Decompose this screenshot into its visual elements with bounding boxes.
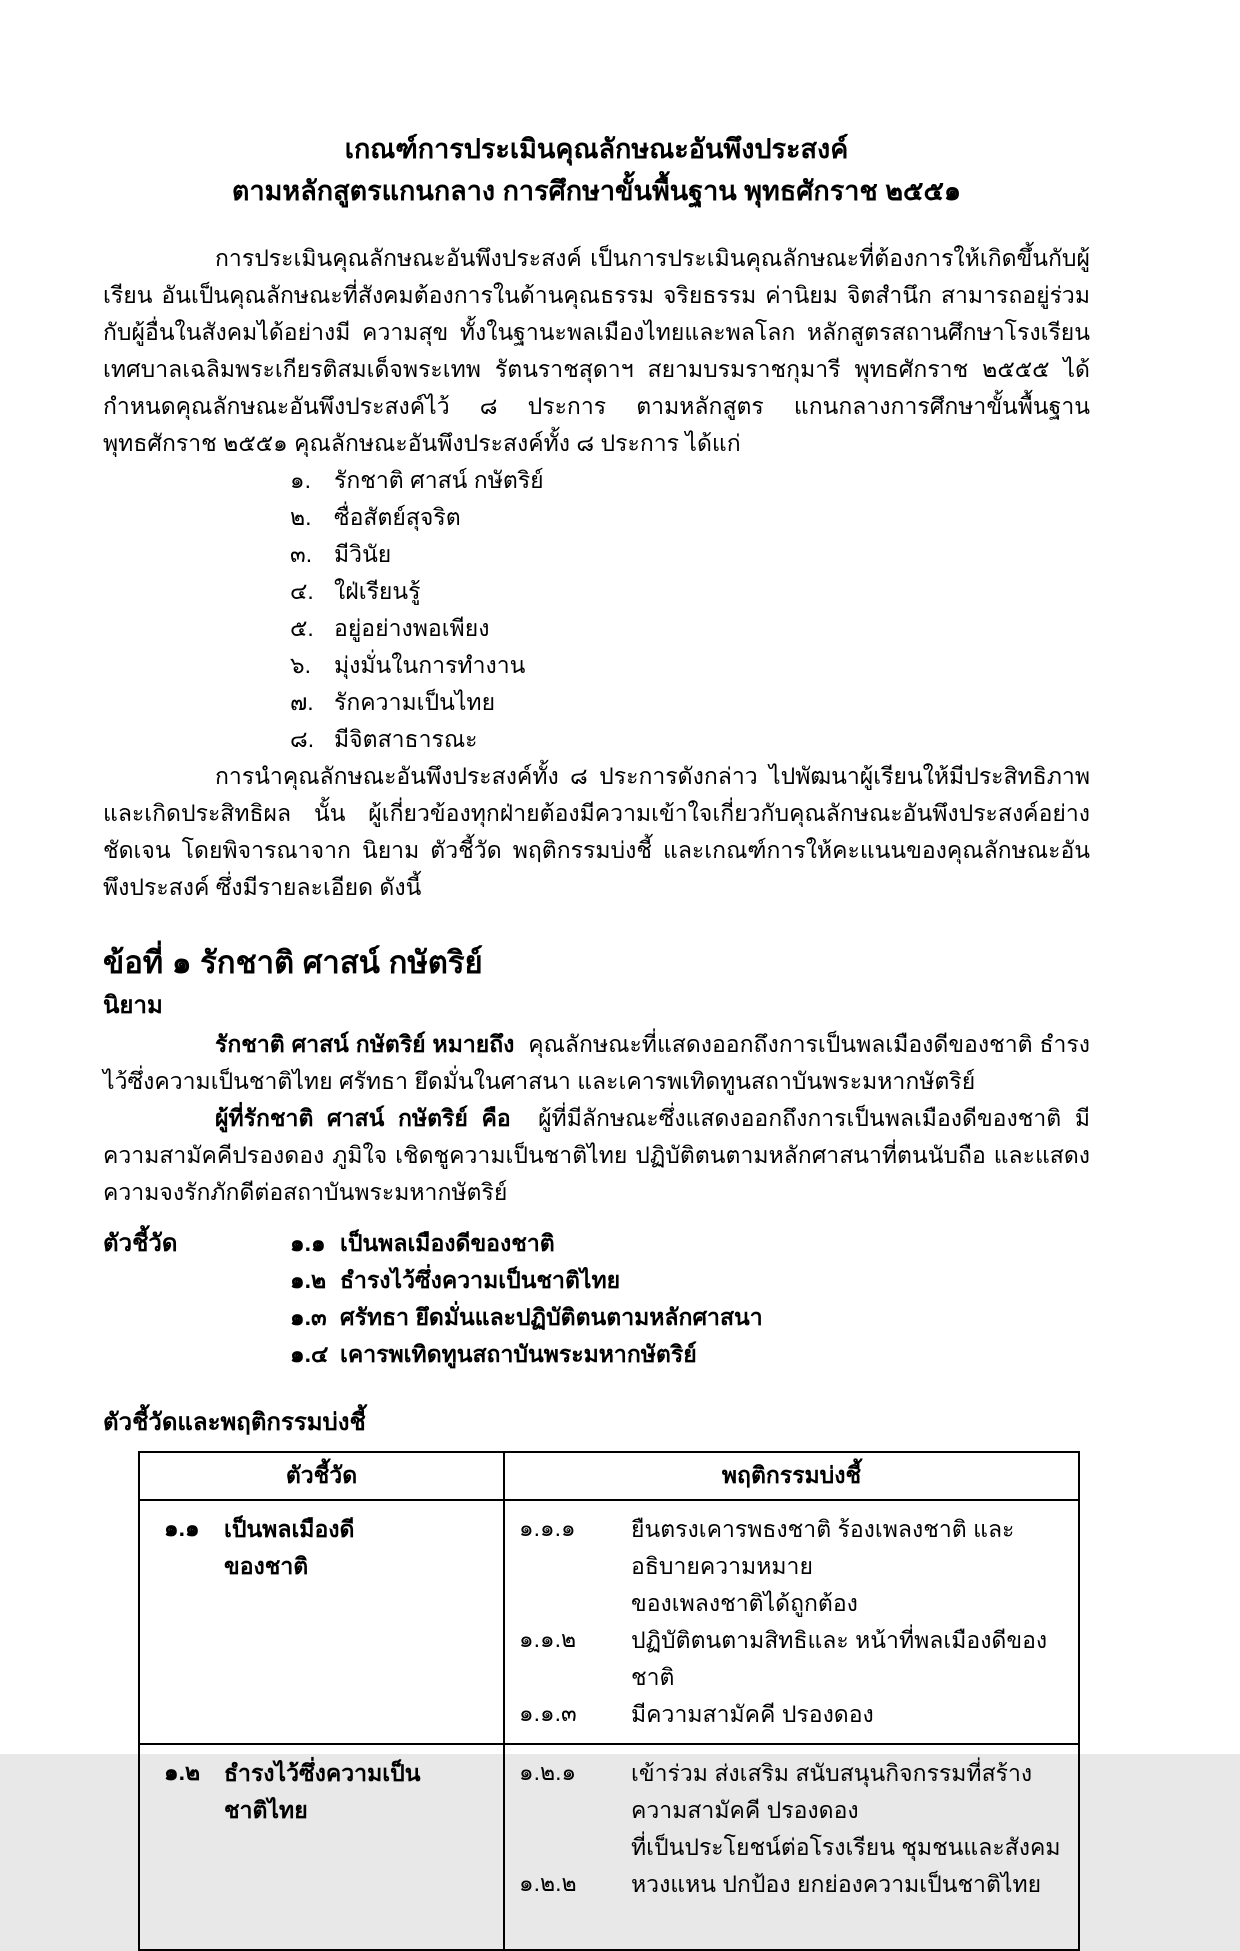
indicator-text: เคารพเทิดทูนสถาบันพระมหากษัตริย์ (340, 1341, 697, 1367)
trait-item-1 (290, 462, 1090, 499)
table-row (139, 1744, 1079, 1950)
trait-label: อยู่อย่างพอเพียง (334, 615, 490, 641)
definition-paragraph-2 (103, 1100, 1090, 1211)
behavior-cell-1-2 (504, 1744, 1079, 1950)
table-section-heading: ตัวชี้วัดและพฤติกรรมบ่งชี้ (103, 1409, 366, 1436)
intro-paragraph-1: การประเมินคุณลักษณะอันพึงประสงค์ เป็นการประเมินคุณลักษณะที่ต้องการให้เกิดขึ้นกับผู้เรียน อันเป็นคุณลักษณะที่สังคมต้องการในด้านคุณธรรม จริยธรรม ค่านิยม จิตสำนึก สามารถอยู่ร่วมกับผู้อื่นในสังคมได้อย่างมี ความสุข ทั้งในฐานะพลเมืองไทยและพลโลก หลักสูตรสถานศึกษาโรงเรียนเทศบาลเฉลิมพระเกียรติสมเด็จพระเทพ รัตนราชสุดาฯ สยามบรมราชกุมารี พุทธศักราช ๒๕๕๕ ได้กำหนดคุณลักษณะอันพึงประสงค์ไว้ ๘ ประการ ตามหลักสูตร แกนกลางการศึกษาขั้นพื้นฐาน พุทธศักราช ๒๕๕๑ คุณลักษณะอันพึงประสงค์ทั้ง ๘ ประการ ได้แก่ (103, 245, 1091, 456)
definition-2-lead: ผู้ที่รักชาติ ศาสน์ กษัตริย์ คือ (215, 1105, 511, 1131)
indicator-cell-line: ชาติไทย (224, 1797, 308, 1823)
trait-label: ซื่อสัตย์สุจริต (334, 504, 461, 530)
behavior-number: ๑.๑.๒ (519, 1626, 577, 1652)
indicator-cell-line: ธำรงไว้ซึ่งความเป็น (224, 1760, 421, 1786)
behavior-line: ของเพลงชาติได้ถูกต้อง (631, 1590, 858, 1616)
indicator-cell-1-1 (139, 1500, 504, 1744)
definition-1-text: คุณลักษณะที่แสดงออกถึงการเป็นพลเมืองดีของชาติ ธำรงไว้ซึ่งความเป็นชาติไทย ศรัทธา ยึดมั่นในศาสนา และเคารพเทิดทูนสถาบันพระมหากษัตริย์ (103, 1031, 1090, 1094)
indicator-number: ๑.๓ (290, 1304, 327, 1330)
trait-number: ๖. (290, 652, 311, 678)
trait-item-3 (290, 536, 1090, 573)
document-title (103, 128, 1090, 212)
behavior-number: ๑.๑.๓ (519, 1700, 577, 1726)
indicators-behaviors-table (138, 1451, 1080, 1951)
trait-number: ๘. (290, 726, 315, 752)
indicators-label: ตัวชี้วัด (103, 1230, 178, 1257)
indicator-cell-1-2 (139, 1744, 504, 1950)
trait-label: รักชาติ ศาสน์ กษัตริย์ (334, 467, 544, 493)
trait-number: ๑. (290, 467, 311, 493)
table-header-row (139, 1452, 1079, 1500)
trait-number: ๓. (290, 541, 313, 567)
trait-item-5 (290, 610, 1090, 647)
indicator-list (290, 1225, 763, 1373)
behavior-line: ยืนตรงเคารพธงชาติ ร้องเพลงชาติ และอธิบายความหมาย (631, 1516, 1015, 1579)
trait-label: มีจิตสาธารณะ (334, 726, 478, 752)
section-1-heading: ข้อที่ ๑ รักชาติ ศาสน์ กษัตริย์ (103, 945, 483, 980)
trait-list (290, 462, 1090, 758)
behavior-line: ปฏิบัติตนตามสิทธิและ หน้าที่พลเมืองดีของชาติ (631, 1627, 1048, 1690)
behavior-item-1-1-1 (519, 1511, 1068, 1622)
indicators-block (103, 1225, 1090, 1373)
behavior-item-1-2-1 (519, 1755, 1068, 1866)
behavior-line: มีความสามัคคี ปรองดอง (631, 1701, 874, 1727)
table-header-indicator: ตัวชี้วัด (139, 1452, 504, 1500)
indicator-cell-line: เป็นพลเมืองดี (224, 1516, 355, 1542)
behavior-item-1-1-2 (519, 1622, 1068, 1696)
trait-label: มีวินัย (334, 541, 392, 567)
intro-paragraph-2: การนำคุณลักษณะอันพึงประสงค์ทั้ง ๘ ประการดังกล่าว ไปพัฒนาผู้เรียนให้มีประสิทธิภาพและเกิดประสิทธิผล นั้น ผู้เกี่ยวข้องทุกฝ่ายต้องมีความเข้าใจเกี่ยวกับคุณลักษณะอันพึงประสงค์อย่างชัดเจน โดยพิจารณาจาก นิยาม ตัวชี้วัด พฤติกรรมบ่งชี้ และเกณฑ์การให้คะแนนของคุณลักษณะอันพึงประสงค์ ซึ่งมีรายละเอียด ดังนี้ (103, 763, 1090, 900)
definition-2-text: ผู้ที่มีลักษณะซึ่งแสดงออกถึงการเป็นพลเมืองดีของชาติ มีความสามัคคีปรองดอง ภูมิใจ เชิดชูความเป็นชาติไทย ปฏิบัติตนตามหลักศาสนาที่ตนนับถือ และแสดงความจงรักภักดีต่อสถาบันพระมหากษัตริย์ (103, 1105, 1091, 1205)
behavior-item-1-2-2 (519, 1866, 1068, 1903)
table-row (139, 1500, 1079, 1744)
trait-item-7 (290, 684, 1090, 721)
title-line-2: ตามหลักสูตรแกนกลาง การศึกษาขั้นพื้นฐาน พุทธศักราช ๒๕๕๑ (231, 176, 962, 206)
trait-number: ๒. (290, 504, 312, 530)
trait-label: ใฝ่เรียนรู้ (334, 578, 421, 604)
indicator-item-3 (290, 1299, 763, 1336)
trait-item-8 (290, 721, 1090, 758)
indicator-item-2 (290, 1262, 763, 1299)
trait-number: ๗. (290, 689, 314, 715)
title-line-1: เกณฑ์การประเมินคุณลักษณะอันพึงประสงค์ (344, 134, 849, 164)
indicator-number: ๑.๒ (290, 1267, 327, 1293)
definition-paragraph-1 (103, 1026, 1090, 1100)
definition-label: นิยาม (103, 992, 163, 1019)
behavior-item-1-1-3 (519, 1696, 1068, 1733)
behavior-number: ๑.๑.๑ (519, 1515, 576, 1541)
trait-item-6 (290, 647, 1090, 684)
trait-item-4 (290, 573, 1090, 610)
indicator-item-4 (290, 1336, 763, 1373)
indicator-text: เป็นพลเมืองดีของชาติ (340, 1230, 555, 1256)
indicator-number: ๑.๔ (290, 1341, 329, 1367)
definition-1-lead: รักชาติ ศาสน์ กษัตริย์ หมายถึง (215, 1031, 515, 1057)
indicator-number: ๑.๑ (290, 1230, 326, 1256)
indicator-cell-line: ของชาติ (224, 1553, 309, 1579)
trait-label: รักความเป็นไทย (334, 689, 496, 715)
behavior-line: เข้าร่วม ส่งเสริม สนับสนุนกิจกรรมที่สร้างความสามัคคี ปรองดอง (631, 1760, 1033, 1823)
table-header-behavior: พฤติกรรมบ่งชี้ (504, 1452, 1079, 1500)
behavior-cell-1-1 (504, 1500, 1079, 1744)
behavior-number: ๑.๒.๑ (519, 1759, 577, 1785)
trait-item-2 (290, 499, 1090, 536)
behavior-line: ที่เป็นประโยชน์ต่อโรงเรียน ชุมชนและสังคม (631, 1834, 1061, 1860)
indicator-cell-number: ๑.๒ (164, 1759, 201, 1785)
trait-number: ๔. (290, 578, 314, 604)
indicator-text: ธำรงไว้ซึ่งความเป็นชาติไทย (340, 1267, 621, 1293)
trait-number: ๕. (290, 615, 314, 641)
behavior-number: ๑.๒.๒ (519, 1870, 577, 1896)
indicator-text: ศรัทธา ยึดมั่นและปฏิบัติตนตามหลักศาสนา (340, 1304, 763, 1330)
indicator-item-1 (290, 1225, 763, 1262)
indicator-cell-number: ๑.๑ (164, 1515, 200, 1541)
behavior-line: หวงแหน ปกป้อง ยกย่องความเป็นชาติไทย (631, 1871, 1042, 1897)
trait-label: มุ่งมั่นในการทำงาน (334, 652, 526, 678)
